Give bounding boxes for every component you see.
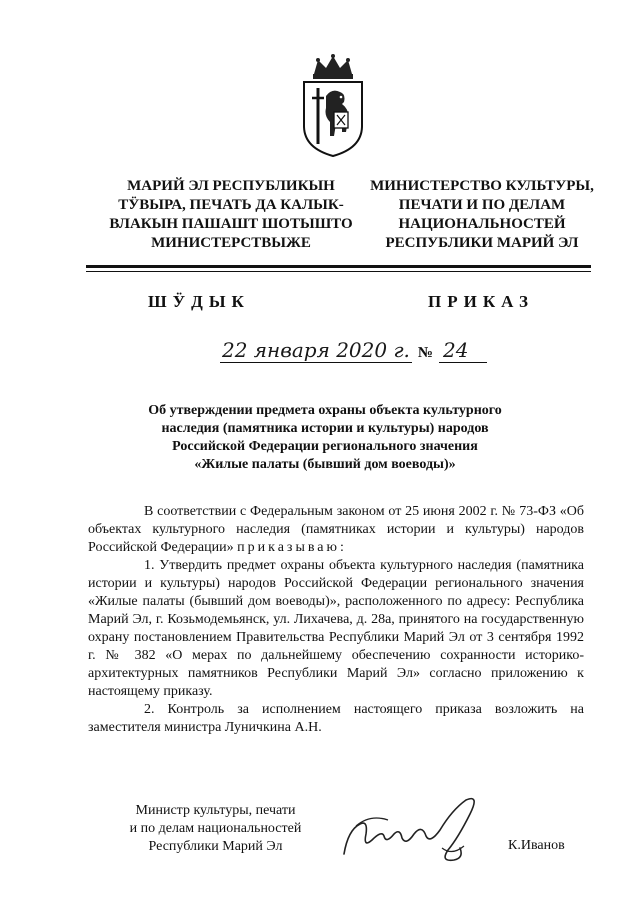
order-number-label: № — [417, 345, 433, 361]
position-line: Республики Марий Эл — [148, 839, 283, 854]
header-right-line: РЕСПУБЛИКИ МАРИЙ ЭЛ — [385, 235, 579, 251]
title-line: Российской Федерации регионального значения — [172, 439, 478, 454]
title-line: наследия (памятника истории и культуры) народов — [161, 421, 489, 436]
header-divider-thin — [86, 271, 591, 272]
coat-of-arms-emblem — [296, 52, 370, 160]
header-divider-thick — [86, 265, 591, 268]
title-line: Об утверждении предмета охраны объекта культурного — [148, 403, 502, 418]
preamble-text: В соответствии с Федеральным законом от 25 июня 2002 г. № 73-ФЗ «Об объектах культурного наследия (памятниках истории и культуры) народов Российской Федерации» — [88, 504, 584, 555]
position-line: Министр культуры, печати — [135, 803, 296, 818]
doc-type-russian: ПРИКАЗ — [428, 292, 534, 311]
order-body — [88, 503, 584, 737]
position-line: и по делам национальностей — [129, 821, 302, 836]
order-title — [120, 402, 530, 474]
doc-type-mari: ШӰДЫК — [148, 292, 250, 311]
title-line: «Жилые палаты (бывший дом воеводы)» — [194, 457, 456, 472]
ministry-name-mari — [96, 177, 366, 253]
header-left-line: МИНИСТЕРСТВЫЖЕ — [151, 235, 311, 251]
header-right-line: НАЦИОНАЛЬНОСТЕЙ — [398, 216, 566, 232]
clause-2: 2. Контроль за исполнением настоящего приказа возложить на заместителя министра Луничкина А.Н. — [88, 702, 584, 735]
signatory-name: К.Иванов — [508, 838, 565, 853]
header-left-line: МАРИЙ ЭЛ РЕСПУБЛИКЫН — [127, 178, 335, 194]
preamble-paragraph — [88, 503, 584, 557]
ministry-name-russian — [352, 177, 612, 253]
clause-1: 1. Утвердить предмет охраны объекта культурного наследия (памятника истории и культуры) народов Российской Федерации регионального значения «Жилые палаты (бывший дом воеводы)», расположенного по адресу: Республика Марий Эл, г. Козьмодемьянск, ул. Лихачева, д. 28а, принятого на государственную охрану постановлением Правительства Республики Марий Эл от 3 сентября 1992 г. № 382 «О мерах по дальнейшему обеспечению сохранности историко-архитектурных памятников Республики Марий Эл» согласно приложению к настоящему приказу. — [88, 558, 584, 699]
header-right-line: ПЕЧАТИ И ПО ДЕЛАМ — [398, 197, 566, 213]
order-number: 24 — [439, 338, 487, 363]
order-date-line — [220, 338, 487, 363]
header-left-line: ВЛАКЫН ПАШАШТ ШОТЫШТО — [109, 216, 353, 232]
handwritten-signature — [330, 790, 495, 870]
header-left-line: ТӰВЫРА, ПЕЧАТЬ ДА КАЛЫК- — [118, 197, 344, 213]
order-verb: приказываю: — [237, 540, 347, 555]
order-date: 22 января 2020 г. — [222, 338, 410, 362]
header-right-line: МИНИСТЕРСТВО КУЛЬТУРЫ, — [370, 178, 594, 194]
signatory-position — [108, 802, 323, 856]
